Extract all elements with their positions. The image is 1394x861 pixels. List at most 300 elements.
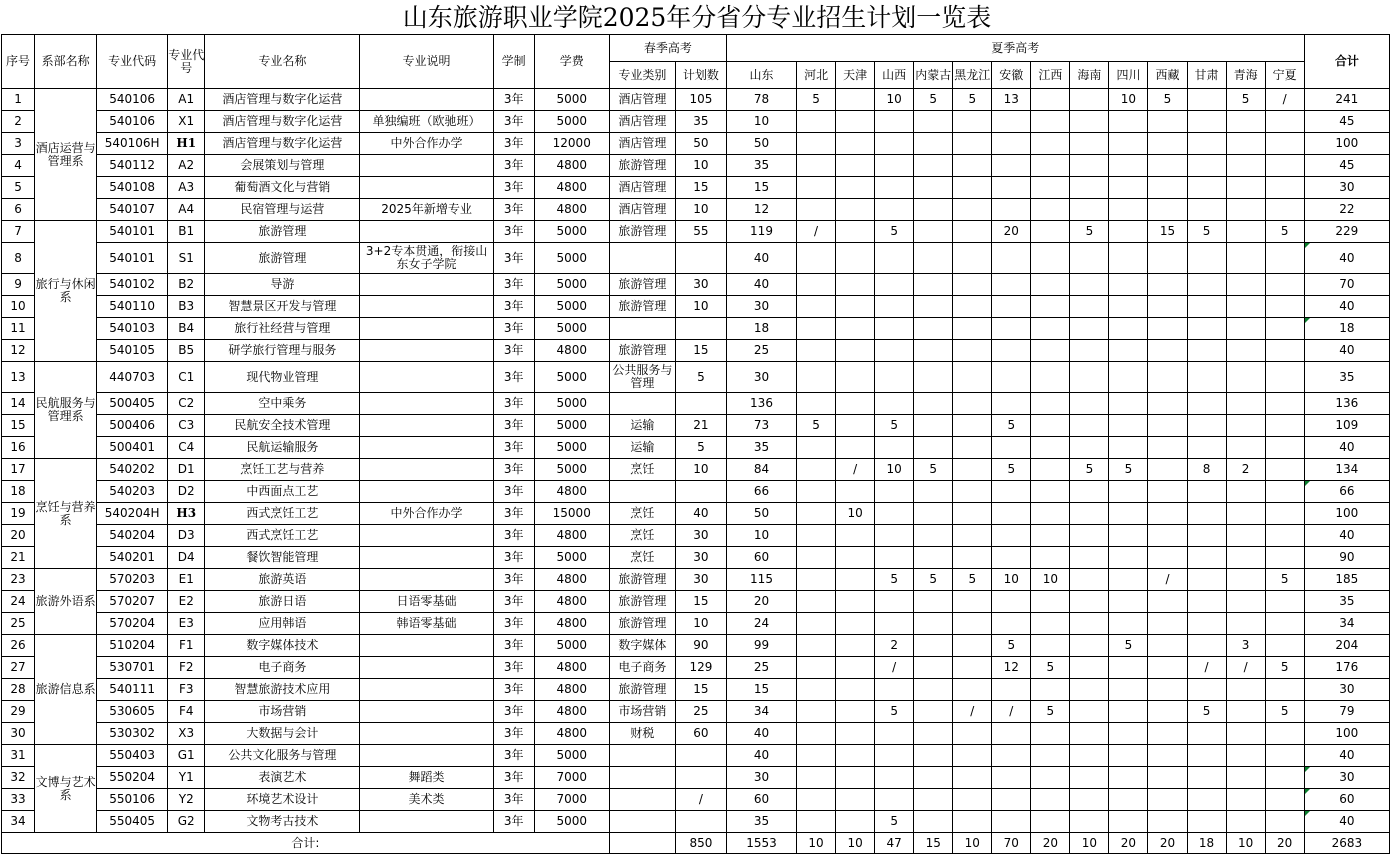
province-quota: [875, 767, 914, 789]
table-row: [2, 318, 1390, 340]
major-name: 电子商务: [205, 657, 360, 679]
province-quota: [1109, 613, 1148, 635]
province-quota: [797, 459, 836, 481]
province-quota: [1187, 133, 1226, 155]
major-code: 440703: [97, 362, 168, 393]
major-code: 540203: [97, 481, 168, 503]
province-quota: [1148, 437, 1187, 459]
totals-province: 20: [1148, 833, 1187, 854]
province-quota: [1226, 243, 1265, 274]
table-row: [2, 657, 1390, 679]
province-quota: 5: [875, 811, 914, 833]
province-quota: [797, 362, 836, 393]
major-subcode: X1: [168, 111, 205, 133]
province-quota: [1226, 503, 1265, 525]
province-quota: [1265, 340, 1304, 362]
header-province: 西藏: [1148, 62, 1187, 89]
province-quota: [1031, 547, 1070, 569]
row-total: 66: [1304, 481, 1389, 503]
province-quota: [1109, 243, 1148, 274]
row-total: 79: [1304, 701, 1389, 723]
province-quota: 40: [726, 274, 796, 296]
province-quota: [914, 296, 953, 318]
province-quota: 5: [875, 569, 914, 591]
totals-province: 1553: [726, 833, 796, 854]
province-quota: 35: [726, 437, 796, 459]
spring-category: 烹饪: [609, 459, 675, 481]
province-quota: [836, 362, 875, 393]
province-quota: [1031, 296, 1070, 318]
tuition-fee: 4800: [534, 525, 609, 547]
province-quota: 15: [726, 177, 796, 199]
province-quota: [875, 723, 914, 745]
totals-province: 20: [1265, 833, 1304, 854]
spring-category: 烹饪: [609, 547, 675, 569]
spring-category: [609, 481, 675, 503]
province-quota: 136: [726, 393, 796, 415]
province-quota: [992, 274, 1031, 296]
row-seq: 10: [2, 296, 35, 318]
province-quota: [1187, 177, 1226, 199]
header-spring-plan: 计划数: [675, 62, 726, 89]
province-quota: [1187, 745, 1226, 767]
header-province: 四川: [1109, 62, 1148, 89]
major-code: 540106: [97, 89, 168, 111]
spring-plan: [675, 243, 726, 274]
tuition-fee: 4800: [534, 177, 609, 199]
province-quota: [992, 155, 1031, 177]
spring-category: 公共服务与管理: [609, 362, 675, 393]
province-quota: 10: [875, 459, 914, 481]
tuition-fee: 5000: [534, 635, 609, 657]
province-quota: [1070, 393, 1109, 415]
major-name: 旅游管理: [205, 243, 360, 274]
spring-plan: 21: [675, 415, 726, 437]
province-quota: 35: [726, 155, 796, 177]
header-spring-category: 专业类别: [609, 62, 675, 89]
province-quota: 115: [726, 569, 796, 591]
major-desc: 美术类: [360, 789, 493, 811]
header-province: 山东: [726, 62, 796, 89]
province-quota: [914, 481, 953, 503]
province-quota: [953, 415, 992, 437]
province-quota: [797, 481, 836, 503]
table-row: [2, 767, 1390, 789]
table-row: [2, 340, 1390, 362]
province-quota: [1031, 613, 1070, 635]
major-subcode: A4: [168, 199, 205, 221]
province-quota: 5: [1031, 657, 1070, 679]
province-quota: /: [836, 459, 875, 481]
province-quota: 5: [875, 415, 914, 437]
major-desc: [360, 393, 493, 415]
province-quota: [1070, 111, 1109, 133]
tuition-fee: 5000: [534, 547, 609, 569]
major-desc: [360, 362, 493, 393]
table-row: [2, 89, 1390, 111]
province-quota: [1031, 525, 1070, 547]
province-quota: [797, 591, 836, 613]
province-quota: [1265, 591, 1304, 613]
province-quota: [1070, 701, 1109, 723]
province-quota: 50: [726, 133, 796, 155]
header-dept: 系部名称: [35, 35, 97, 89]
province-quota: [1265, 679, 1304, 701]
province-quota: [1031, 89, 1070, 111]
province-quota: [992, 177, 1031, 199]
province-quota: [875, 547, 914, 569]
table-row: [2, 723, 1390, 745]
province-quota: [914, 199, 953, 221]
province-quota: [1031, 221, 1070, 243]
tuition-fee: 5000: [534, 811, 609, 833]
province-quota: [1109, 745, 1148, 767]
tuition-fee: 4800: [534, 679, 609, 701]
province-quota: [797, 613, 836, 635]
major-code: 540106H: [97, 133, 168, 155]
province-quota: [1109, 296, 1148, 318]
province-quota: [797, 243, 836, 274]
spring-plan: 30: [675, 547, 726, 569]
province-quota: [1148, 393, 1187, 415]
tuition-fee: 15000: [534, 503, 609, 525]
province-quota: [875, 274, 914, 296]
dept-name: 文博与艺术系: [35, 745, 97, 833]
province-quota: 5: [1187, 701, 1226, 723]
province-quota: 5: [1187, 221, 1226, 243]
major-desc: [360, 340, 493, 362]
row-seq: 20: [2, 525, 35, 547]
row-total: 136: [1304, 393, 1389, 415]
spring-plan: 5: [675, 437, 726, 459]
province-quota: [1148, 199, 1187, 221]
spring-plan: 10: [675, 296, 726, 318]
province-quota: [836, 679, 875, 701]
spring-plan: [675, 318, 726, 340]
major-name: 智慧景区开发与管理: [205, 296, 360, 318]
province-quota: [1265, 362, 1304, 393]
province-quota: 119: [726, 221, 796, 243]
spring-category: 旅游管理: [609, 155, 675, 177]
province-quota: [953, 274, 992, 296]
province-quota: [1187, 155, 1226, 177]
province-quota: 20: [992, 221, 1031, 243]
table-row: [2, 613, 1390, 635]
table-row: [2, 569, 1390, 591]
province-quota: [1109, 274, 1148, 296]
header-province: 河北: [797, 62, 836, 89]
table-row: [2, 811, 1390, 833]
province-quota: 5: [1226, 89, 1265, 111]
province-quota: [1187, 362, 1226, 393]
province-quota: [992, 318, 1031, 340]
province-quota: [1187, 111, 1226, 133]
province-quota: [797, 437, 836, 459]
major-name: 西式烹饪工艺: [205, 525, 360, 547]
row-seq: 9: [2, 274, 35, 296]
spring-category: 旅游管理: [609, 274, 675, 296]
major-name: 环境艺术设计: [205, 789, 360, 811]
province-quota: /: [1148, 569, 1187, 591]
study-length: 3年: [493, 155, 534, 177]
province-quota: [1031, 437, 1070, 459]
header-total: 合计: [1304, 35, 1389, 89]
major-code: 550403: [97, 745, 168, 767]
province-quota: [1148, 723, 1187, 745]
study-length: 3年: [493, 789, 534, 811]
province-quota: [1148, 111, 1187, 133]
province-quota: [836, 296, 875, 318]
province-quota: [836, 274, 875, 296]
row-total: 18: [1304, 318, 1389, 340]
province-quota: 5: [1070, 459, 1109, 481]
province-quota: [1265, 525, 1304, 547]
province-quota: [1226, 111, 1265, 133]
province-quota: [1148, 811, 1187, 833]
province-quota: [1031, 177, 1070, 199]
major-subcode: C2: [168, 393, 205, 415]
major-desc: [360, 155, 493, 177]
province-quota: [953, 243, 992, 274]
province-quota: [836, 111, 875, 133]
major-subcode: Y1: [168, 767, 205, 789]
major-subcode: X3: [168, 723, 205, 745]
header-province: 安徽: [992, 62, 1031, 89]
table-row: [2, 547, 1390, 569]
table-row: [2, 635, 1390, 657]
major-code: 530605: [97, 701, 168, 723]
major-code: 570204: [97, 613, 168, 635]
province-quota: /: [797, 221, 836, 243]
province-quota: [1187, 525, 1226, 547]
province-quota: [1070, 318, 1109, 340]
province-quota: [1070, 415, 1109, 437]
province-quota: [1109, 415, 1148, 437]
province-quota: [1265, 613, 1304, 635]
table-row: [2, 199, 1390, 221]
major-name: 中西面点工艺: [205, 481, 360, 503]
province-quota: 12: [726, 199, 796, 221]
province-quota: [914, 318, 953, 340]
major-desc: [360, 459, 493, 481]
province-quota: 3: [1226, 635, 1265, 657]
province-quota: [875, 362, 914, 393]
province-quota: [914, 393, 953, 415]
province-quota: [1226, 296, 1265, 318]
province-quota: 35: [726, 811, 796, 833]
spring-plan: 60: [675, 723, 726, 745]
spring-category: 酒店管理: [609, 177, 675, 199]
major-name: 智慧旅游技术应用: [205, 679, 360, 701]
totals-province: 10: [1226, 833, 1265, 854]
spring-plan: 10: [675, 155, 726, 177]
study-length: 3年: [493, 177, 534, 199]
province-quota: [836, 657, 875, 679]
major-name: 民航安全技术管理: [205, 415, 360, 437]
province-quota: [1031, 745, 1070, 767]
table-row: [2, 221, 1390, 243]
province-quota: [1031, 393, 1070, 415]
row-seq: 6: [2, 199, 35, 221]
province-quota: [1070, 296, 1109, 318]
province-quota: 84: [726, 459, 796, 481]
province-quota: [797, 296, 836, 318]
tuition-fee: 4800: [534, 723, 609, 745]
province-quota: [1109, 525, 1148, 547]
spring-plan: /: [675, 789, 726, 811]
province-quota: [836, 569, 875, 591]
major-desc: 日语零基础: [360, 591, 493, 613]
province-quota: [953, 591, 992, 613]
header-desc: 专业说明: [360, 35, 493, 89]
spring-category: [609, 243, 675, 274]
province-quota: [875, 679, 914, 701]
province-quota: [914, 789, 953, 811]
province-quota: [836, 525, 875, 547]
header-province: 内蒙古: [914, 62, 953, 89]
study-length: 3年: [493, 199, 534, 221]
province-quota: [1148, 657, 1187, 679]
province-quota: [1148, 459, 1187, 481]
province-quota: [797, 723, 836, 745]
row-seq: 2: [2, 111, 35, 133]
major-desc: 2025年新增专业: [360, 199, 493, 221]
major-desc: [360, 437, 493, 459]
totals-spring-category: [609, 833, 675, 854]
province-quota: [1070, 613, 1109, 635]
major-code: 540101: [97, 221, 168, 243]
major-name: 西式烹饪工艺: [205, 503, 360, 525]
tuition-fee: 4800: [534, 569, 609, 591]
province-quota: [1070, 274, 1109, 296]
row-seq: 17: [2, 459, 35, 481]
province-quota: [1187, 591, 1226, 613]
major-code: 540204H: [97, 503, 168, 525]
province-quota: [875, 481, 914, 503]
province-quota: [875, 525, 914, 547]
row-seq: 12: [2, 340, 35, 362]
province-quota: [1226, 199, 1265, 221]
spring-plan: 15: [675, 591, 726, 613]
province-quota: [1265, 811, 1304, 833]
spring-category: 烹饪: [609, 503, 675, 525]
study-length: 3年: [493, 437, 534, 459]
study-length: 3年: [493, 340, 534, 362]
province-quota: [1148, 318, 1187, 340]
province-quota: [1109, 221, 1148, 243]
province-quota: [1109, 481, 1148, 503]
row-total: 22: [1304, 199, 1389, 221]
province-quota: 5: [992, 459, 1031, 481]
major-code: 550106: [97, 789, 168, 811]
province-quota: [1265, 393, 1304, 415]
major-code: 540110: [97, 296, 168, 318]
province-quota: [875, 199, 914, 221]
province-quota: [953, 811, 992, 833]
page-title: 山东旅游职业学院2025年分省分专业招生计划一览表: [402, 3, 992, 32]
province-quota: [1031, 723, 1070, 745]
row-seq: 18: [2, 481, 35, 503]
province-quota: 99: [726, 635, 796, 657]
study-length: 3年: [493, 569, 534, 591]
province-quota: [1265, 459, 1304, 481]
province-quota: [992, 547, 1031, 569]
province-quota: [836, 340, 875, 362]
province-quota: [797, 274, 836, 296]
province-quota: [875, 340, 914, 362]
province-quota: 5: [797, 415, 836, 437]
row-seq: 21: [2, 547, 35, 569]
row-total: 45: [1304, 111, 1389, 133]
province-quota: [1109, 133, 1148, 155]
province-quota: [1070, 525, 1109, 547]
major-subcode: B3: [168, 296, 205, 318]
province-quota: 60: [726, 547, 796, 569]
province-quota: [953, 481, 992, 503]
row-total: 185: [1304, 569, 1389, 591]
province-quota: [992, 111, 1031, 133]
province-quota: [1070, 362, 1109, 393]
major-subcode: F2: [168, 657, 205, 679]
major-desc: 单独编班（欧驰班）: [360, 111, 493, 133]
province-quota: 10: [875, 89, 914, 111]
province-quota: [836, 318, 875, 340]
province-quota: [1031, 503, 1070, 525]
province-quota: [1109, 767, 1148, 789]
province-quota: 13: [992, 89, 1031, 111]
spring-plan: 15: [675, 340, 726, 362]
row-seq: 25: [2, 613, 35, 635]
tuition-fee: 7000: [534, 789, 609, 811]
province-quota: 5: [992, 635, 1031, 657]
major-name: 酒店管理与数字化运营: [205, 133, 360, 155]
major-subcode: D3: [168, 525, 205, 547]
province-quota: [953, 133, 992, 155]
province-quota: 5: [914, 89, 953, 111]
province-quota: 5: [875, 221, 914, 243]
province-quota: [1265, 296, 1304, 318]
province-quota: [836, 155, 875, 177]
tuition-fee: 4800: [534, 340, 609, 362]
province-quota: [1148, 503, 1187, 525]
province-quota: [1070, 199, 1109, 221]
province-quota: [1070, 155, 1109, 177]
major-code: 540102: [97, 274, 168, 296]
spring-plan: 10: [675, 613, 726, 635]
province-quota: [875, 591, 914, 613]
spring-category: 旅游管理: [609, 221, 675, 243]
row-seq: 30: [2, 723, 35, 745]
enrollment-plan-table: [1, 34, 1390, 854]
province-quota: [836, 635, 875, 657]
study-length: 3年: [493, 274, 534, 296]
major-code: 540107: [97, 199, 168, 221]
province-quota: [836, 613, 875, 635]
province-quota: 66: [726, 481, 796, 503]
dept-name: 烹饪与营养系: [35, 459, 97, 569]
province-quota: 24: [726, 613, 796, 635]
province-quota: [1070, 503, 1109, 525]
major-subcode: S1: [168, 243, 205, 274]
major-code: 500401: [97, 437, 168, 459]
major-desc: [360, 635, 493, 657]
row-seq: 24: [2, 591, 35, 613]
row-seq: 26: [2, 635, 35, 657]
province-quota: [914, 657, 953, 679]
province-quota: [1109, 723, 1148, 745]
row-total: 90: [1304, 547, 1389, 569]
province-quota: [1226, 393, 1265, 415]
